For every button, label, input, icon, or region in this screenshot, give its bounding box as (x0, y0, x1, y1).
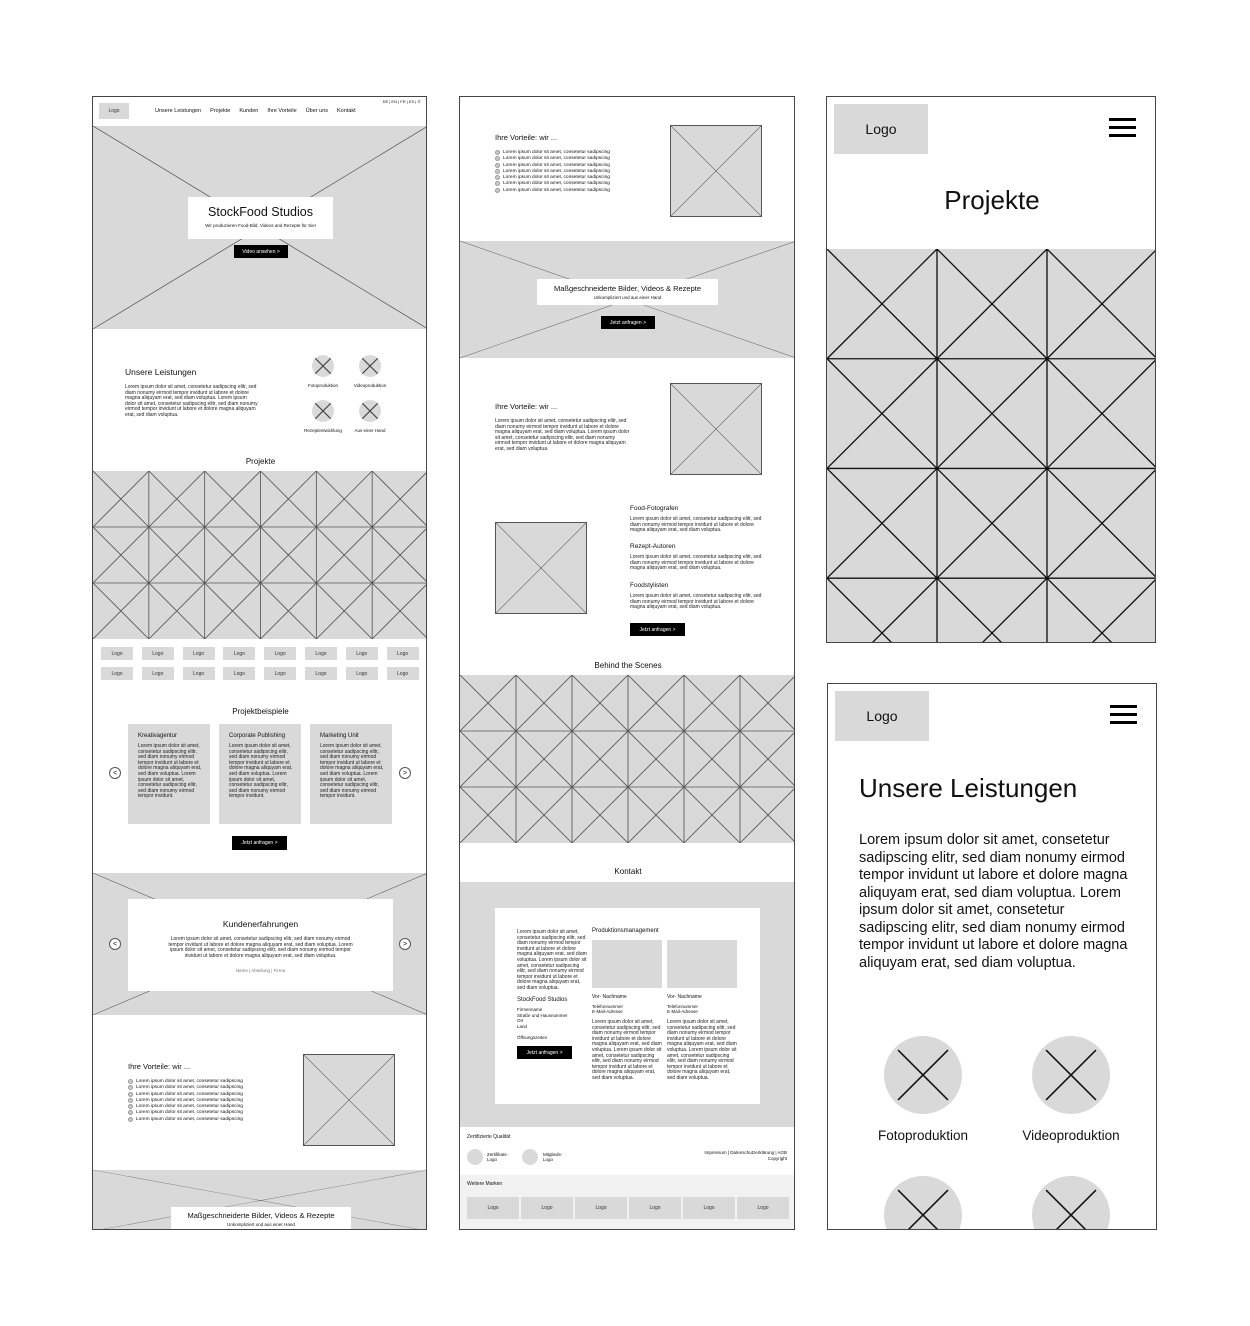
nav-item-leistungen[interactable]: Unsere Leistungen (155, 108, 202, 114)
bullet-icon (495, 156, 500, 161)
contact-company: StockFood Studios (517, 997, 568, 1003)
main-nav (155, 108, 356, 116)
person-text: Lorem ipsum dolor sit amet, consetetur sadipscing elitr, sed diam nonumy eirmod tempor invidunt ut labore et dolore magna aliquyam erat, sed diam voluptua. Lorem ipsum dolor sit amet, consetetur sadipscing elitr, sed diam nonumy eirmod tempor invidunt ut labore et dolore magna aliquyam erat, sed diam voluptua. (592, 1019, 662, 1081)
services-title: Unsere Leistungen (125, 367, 197, 377)
bullet-icon (128, 1098, 133, 1103)
mobile-service-label-foto: Fotoproduktion (877, 1128, 969, 1143)
client-logos (101, 647, 423, 680)
advantages2-title: Ihre Vorteile: wir ... (495, 402, 558, 411)
service-label-rezept: Rezeptentwicklung (304, 428, 342, 433)
brand-logo[interactable]: Logo (467, 1197, 519, 1219)
example-card[interactable] (219, 724, 301, 824)
mobile-services-text: Lorem ipsum dolor sit amet, consetetur sadipscing elitr, sed diam nonumy eirmod tempor invidunt ut labore et dolore magna aliquyam erat, sed diam voluptua. Lorem ipsum dolor sit amet, consetetur sadipscing elitr, sed diam nonumy eirmod tempor invidunt ut labore et dolore magna aliquyam erat, sed diam voluptua. (859, 832, 1128, 971)
certificate-logo (467, 1149, 483, 1165)
advantages2-text: Lorem ipsum dolor sit amet, consetetur sadipscing elitr, sed diam nonumy eirmod tempor invidunt ut labore et dolore magna aliquyam erat, sed diam voluptua. Lorem ipsum dolor sit amet, consetetur sadipscing elitr, sed diam nonumy eirmod tempor invidunt ut labore et dolore magna aliquyam erat, sed diam voluptua. (495, 418, 630, 452)
example-card-title: Kreativagentur (138, 733, 178, 739)
services-text: Lorem ipsum dolor sit amet, consetetur sadipscing elitr, sed diam nonumy eirmod tempor invidunt ut labore et dolore magna aliquyam erat, sed diam voluptua. Lorem ipsum dolor sit amet, consetetur sadipscing elitr, sed diam nonumy eirmod tempor invidunt ut labore et dolore magna aliquyam erat, sed diam voluptua. (125, 384, 258, 418)
nav-item-kontakt[interactable]: Kontakt (337, 108, 356, 114)
bullet-icon (495, 150, 500, 155)
banner-card (537, 279, 718, 305)
footer-legal-links[interactable]: Impressum | Datenschutzerklärung | AGB (704, 1150, 787, 1155)
service-label-video: Videoproduktion (353, 383, 387, 388)
testimonial-author: Name | Abteilung | Firma (235, 968, 286, 973)
mobile-service-icon-hand[interactable] (1032, 1176, 1110, 1230)
client-logo: Logo (264, 667, 296, 680)
client-logo: Logo (223, 647, 255, 660)
banner-title: Maßgeschneiderte Bilder, Videos & Rezepte (553, 284, 702, 293)
team-text-autoren: Lorem ipsum dolor sit amet, consetetur sadipscing elitr, sed diam nonumy eirmod tempor invidunt ut labore et dolore magna aliquyam erat, sed diam voluptua. (630, 554, 762, 572)
mobile-service-icon-video[interactable] (1032, 1036, 1110, 1114)
service-icon-hand[interactable] (359, 400, 381, 422)
person-email: E-Mail-Adresse (592, 1009, 623, 1014)
contact-title: Kontakt (614, 867, 642, 876)
client-logo: Logo (101, 667, 133, 680)
testimonial-card (128, 899, 393, 991)
nav-item-projekte[interactable]: Projekte (210, 108, 231, 114)
bullet-icon (128, 1110, 133, 1115)
contact-request-button[interactable]: Jetzt anfragen > (517, 1046, 572, 1059)
brands-title: Weitere Marken (467, 1181, 503, 1187)
mobile-service-label-video: Videoproduktion (1022, 1128, 1120, 1143)
advantages2-image-placeholder (670, 383, 762, 475)
nav-item-vorteile[interactable]: Ihre Vorteile (267, 108, 297, 114)
member-logo-label: Mitglieds-Logo (543, 1152, 563, 1162)
person-text: Lorem ipsum dolor sit amet, consetetur sadipscing elitr, sed diam nonumy eirmod tempor invidunt ut labore et dolore magna aliquyam erat, sed diam voluptua. Lorem ipsum dolor sit amet, consetetur sadipscing elitr, sed diam nonumy eirmod tempor invidunt ut labore et dolore magna aliquyam erat, sed diam voluptua. (667, 1019, 737, 1081)
service-icon-foto[interactable] (312, 355, 334, 377)
projects-grid[interactable] (93, 471, 427, 639)
mobile-projects-grid[interactable] (827, 249, 1156, 643)
person-phone: Telefonnummer (592, 1004, 624, 1009)
address-line: Land (517, 1023, 528, 1029)
advantages-title-2: Ihre Vorteile: wir ... (495, 133, 558, 142)
bullet-icon (128, 1079, 133, 1084)
example-card[interactable] (128, 724, 210, 824)
team-title-fotografen: Food-Fotografen (630, 505, 679, 512)
bullet-icon (495, 181, 500, 186)
brand-logos (467, 1197, 789, 1219)
address-line: Firmenname (517, 1007, 543, 1012)
client-logo: Logo (387, 667, 419, 680)
mobile-service-icon-foto[interactable] (884, 1036, 962, 1114)
client-logo: Logo (387, 647, 419, 660)
example-card-title: Corporate Publishing (229, 733, 286, 739)
advantages-image-placeholder (303, 1054, 395, 1146)
contact-address (517, 1007, 568, 1029)
bottom-banner-title: Maßgeschneiderte Bilder, Videos & Rezepte (187, 1211, 335, 1220)
person-photo-placeholder (667, 940, 737, 988)
example-card-text: Lorem ipsum dolor sit amet, consetetur sadipscing elitr, sed diam nonumy eirmod tempor invidunt ut labore et dolore magna aliquyam erat, sed diam voluptua. Lorem ipsum dolor sit amet, consetetur sadipscing elitr, sed diam nonumy eirmod tempor invidunt. (229, 743, 293, 800)
bullet-icon (495, 175, 500, 180)
service-icon-video[interactable] (359, 355, 381, 377)
hero-subtitle: Wir produzieren Food-Bild, Videos and Rezepte für Sie! (205, 223, 316, 228)
hamburger-menu-icon[interactable] (1110, 705, 1137, 729)
address-line: Ort (517, 1018, 524, 1023)
team-image-placeholder (495, 522, 587, 614)
team-title-autoren: Rezept-Autoren (630, 543, 676, 550)
team-title-stylisten: Foodstylisten (630, 582, 669, 589)
person-photo-placeholder (592, 940, 662, 988)
brand-logo[interactable]: Logo (629, 1197, 681, 1219)
person-name: Vor- Nachname (667, 994, 702, 1000)
client-logo: Logo (346, 667, 378, 680)
mobile-projects-title: Projekte (944, 185, 1040, 215)
behind-scenes-title: Behind the Scenes (594, 661, 662, 670)
contact-intro: Lorem ipsum dolor sit amet, consetetur sadipscing elitr, sed diam nonumy eirmod tempor invidunt ut labore et dolore magna aliquyam erat, sed diam voluptua. Lorem ipsum dolor sit amet, consetetur sadipscing elitr, sed diam nonumy eirmod tempor invidunt ut labore et dolore magna aliquyam erat, sed diam voluptua. (517, 929, 587, 991)
bullet-icon (128, 1117, 133, 1122)
wireframe-mobile-projekte (826, 96, 1156, 643)
mobile-logo[interactable]: Logo (835, 691, 929, 741)
header-logo[interactable]: Logo (99, 103, 129, 119)
testimonial-text: Lorem ipsum dolor sit amet, consetetur sadipscing elitr, sed diam nonumy eirmod tempor invidunt ut labore et dolore magna aliquyam erat, sed diam voluptua. Lorem ipsum dolor sit amet, consetetur sadipscing elitr, sed diam nonumy eirmod tempor invidunt ut labore et dolore magna aliquyam erat, sed diam voluptua. (168, 936, 353, 959)
contact-card (495, 908, 760, 1104)
wireframe-desktop-continued: Ihre Vorteile: wir ... Lorem ipsum dolor sit amet, consetetur sadipscing Lorem ipsum dolor sit amet, consetetur sadipscing Lorem ipsum dolor sit amet, consetetur sadipscing Lorem ipsum dolor sit amet, consetetur sadipscing Lorem ipsum dolor sit amet, consetetur sadipscing Lorem ipsum dolor sit amet, consetetur sadipscing Lorem ipsum dolor sit amet, consetetur sadipscing Maßgeschneiderte Bilder, Videos & Rezepte Unkompliziert und aus einer Hand Jetzt anfragen > Ihre Vorteile: wir ... Lorem ipsum dolor sit amet, consetetur sadipscing elitr, sed diam nonumy eirmod tempor invidunt ut labore et dolore magna aliquyam erat, sed diam voluptua. Lorem ipsum dolor sit amet, consetetur sadipscing elitr, sed diam nonumy eirmod tempor invidunt ut labore et dolore magna aliquyam erat, sed diam voluptua. Food-Fotografen Lorem ipsum dolor sit amet, consetetur sadipscing elitr, sed diam nonumy eirmod tempor invidunt ut labore et dolore magna aliquyam erat, sed diam voluptua. Rezept-Autoren Lorem ipsum dolor sit amet, consetetur sadipscing elitr, sed diam nonumy eirmod tempor invidunt ut labore et dolore magna aliquyam erat, sed diam voluptua. Foodstylisten Lorem ipsum dolor sit amet, consetetur sadipscing elitr, sed diam nonumy eirmod tempor invidunt ut labore et dolore magna aliquyam erat, sed diam voluptua. Jetzt anfragen > Behind the Scenes Kontakt Lorem ipsum dolor sit amet, consetetur sadipscing elitr, sed diam nonumy eirmod tempor invidunt ut labore et dolore magna aliquyam erat, sed diam voluptua. Lorem ipsum dolor sit amet, consetetur sadipscing elitr, sed diam nonumy eirmod tempor invidunt ut labore et dolore magna aliquyam erat, sed diam voluptua. StockFood Studios Firmenname Straße und Hausnummer Ort Land Öffnungszeiten Jetzt anfragen > Produktionsmanagement Vor- Nachname Telefonnummer E-Mail-Adresse Lorem ipsum dolor sit amet, consetetur sadipscing elitr, sed diam nonumy eirmod tempor invidunt ut labore et dolore magna aliquyam erat, sed diam voluptua. Lorem ipsum dolor sit amet, consetetur sadipscing elitr, sed diam nonumy eirmod tempor invidunt ut labore et dolore magna aliquyam erat, sed diam voluptua. Vor- Nachname Telefonnummer E-Mail-Adresse Lorem ipsum dolor sit amet, consetetur sadipscing elitr, sed diam nonumy eirmod tempor invidunt ut labore et dolore magna aliquyam erat, sed diam voluptua. Lorem ipsum dolor sit amet, consetetur sadipscing elitr, sed diam nonumy eirmod tempor invidunt ut labore et dolore magna aliquyam erat, sed diam voluptua. Zertifizierte Qualität Zertifikats-Logo Mitglieds-Logo Impressum | Datenschutzerklärung | AGB Copyright Weitere Marken Logo Logo Logo Logo Logo Logo (459, 96, 795, 1230)
testimonial-prev-button[interactable]: < (109, 938, 121, 950)
wireframe-mobile-leistungen (827, 683, 1157, 1230)
client-logo: Logo (183, 647, 215, 660)
team-text-stylisten: Lorem ipsum dolor sit amet, consetetur sadipscing elitr, sed diam nonumy eirmod tempor invidunt ut labore et dolore magna aliquyam erat, sed diam voluptua. (630, 593, 762, 611)
wireframe-desktop-home: Logo Unsere Leistungen Projekte Kunden Ihre Vorteile Über uns Kontakt DE | EN | FR | ES | IT StockFood Studios Wir produzieren Food-Bild, Videos and Rezepte für Sie! Video ansehen > Unsere Leistungen Lorem ipsum dolor sit amet, consetetur sadipscing elitr, sed diam nonumy eirmod tempor invidunt ut labore et dolore magna aliquyam erat, sed diam voluptua. Lorem ipsum dolor sit amet, consetetur sadipscing elitr, sed diam nonumy eirmod tempor invidunt ut labore et dolore magna aliquyam erat, sed diam voluptua. Fotoproduktion Videoproduktion Rezeptentwicklung Aus einer Hand Projekte Logo Logo Logo Logo Logo Logo Logo Logo Logo Logo Logo Logo Logo Logo Logo Logo Projektbeispiele < > Kreativagentur Lorem ipsum dolor sit amet, consetetur sadipscing elitr, sed diam nonumy eirmod tempor invidunt ut labore et dolore magna aliquyam erat, sed diam voluptua. Lorem ipsum dolor sit amet, consetetur sadipscing elitr, sed diam nonumy eirmod tempor invidunt. Corporate Publishing Lorem ipsum dolor sit amet, consetetur sadipscing elitr, sed diam nonumy eirmod tempor invidunt ut labore et dolore magna aliquyam erat, sed diam voluptua. Lorem ipsum dolor sit amet, consetetur sadipscing elitr, sed diam nonumy eirmod tempor invidunt. Marketing Unit Lorem ipsum dolor sit amet, consetetur sadipscing elitr, sed diam nonumy eirmod tempor invidunt ut labore et dolore magna aliquyam erat, sed diam voluptua. Lorem ipsum dolor sit amet, consetetur sadipscing elitr, sed diam nonumy eirmod tempor invidunt. Jetzt anfragen > Kundenerfahrungen Lorem ipsum dolor sit amet, consetetur sadipscing elitr, sed diam nonumy eirmod tempor invidunt ut labore et dolore magna aliquyam erat, sed diam voluptua. Lorem ipsum dolor sit amet, consetetur sadipscing elitr, sed diam nonumy eirmod tempor invidunt ut labore et dolore magna aliquyam erat, sed diam voluptua. Name | Abteilung | Firma < > Ihre Vorteile: wir ... Lorem ipsum dolor sit amet, consetetur sadipscing Lorem ipsum dolor sit amet, consetetur sadipscing Lorem ipsum dolor sit amet, consetetur sadipscing Lorem ipsum dolor sit amet, consetetur sadipscing Lorem ipsum dolor sit amet, consetetur sadipscing Lorem ipsum dolor sit amet, consetetur sadipscing Lorem ipsum dolor sit amet, consetetur sadipscing Maßgeschneiderte Bilder, Videos & Rezepte Unkompliziert und aus einer Hand (92, 96, 427, 1230)
nav-item-kunden[interactable]: Kunden (239, 108, 259, 114)
person-name: Vor- Nachname (592, 994, 627, 1000)
bullet-icon (495, 169, 500, 174)
client-logo: Logo (101, 647, 133, 660)
client-logo: Logo (183, 667, 215, 680)
brand-logo[interactable]: Logo (521, 1197, 573, 1219)
service-label-hand: Aus einer Hand (354, 428, 386, 433)
hamburger-menu-icon[interactable] (1109, 118, 1136, 142)
client-logo: Logo (305, 647, 337, 660)
footer-copyright: Copyright (767, 1156, 787, 1161)
bottom-banner-card (171, 1207, 351, 1230)
example-card-text: Lorem ipsum dolor sit amet, consetetur sadipscing elitr, sed diam nonumy eirmod tempor invidunt ut labore et dolore magna aliquyam erat, sed diam voluptua. Lorem ipsum dolor sit amet, consetetur sadipscing elitr, sed diam nonumy eirmod tempor invidunt. (138, 743, 202, 800)
bottom-banner-subtitle: Unkompliziert und aus einer Hand (227, 1222, 295, 1227)
examples-request-button[interactable]: Jetzt anfragen > (232, 836, 287, 850)
bullet-icon (128, 1085, 133, 1090)
banner-request-button[interactable]: Jetzt anfragen > (601, 316, 655, 329)
team-request-button[interactable]: Jetzt anfragen > (630, 623, 685, 636)
advantages-title: Ihre Vorteile: wir ... (128, 1062, 191, 1071)
client-logo: Logo (346, 647, 378, 660)
person-phone: Telefonnummer (667, 1004, 699, 1009)
bullet-icon (128, 1092, 133, 1097)
examples-next-button[interactable]: > (399, 767, 411, 779)
brand-logo[interactable]: Logo (737, 1197, 789, 1219)
pm-title: Produktionsmanagement (592, 928, 659, 934)
client-logo: Logo (142, 667, 174, 680)
client-logo: Logo (264, 647, 296, 660)
person-email: E-Mail-Adresse (667, 1009, 698, 1014)
hero-title-card (188, 197, 333, 239)
hero-title: StockFood Studios (208, 205, 313, 219)
example-card-title: Marketing Unit (320, 733, 359, 739)
mobile-service-icon-rezept[interactable] (884, 1176, 962, 1230)
service-label-foto: Fotoproduktion (307, 383, 339, 388)
examples-prev-button[interactable]: < (109, 767, 121, 779)
example-card[interactable] (310, 724, 392, 824)
member-logo (522, 1149, 538, 1165)
advantages-image-placeholder-2 (670, 125, 762, 217)
testimonial-title: Kundenerfahrungen (222, 919, 299, 929)
testimonial-next-button[interactable]: > (399, 938, 411, 950)
behind-scenes-grid[interactable] (460, 675, 795, 843)
contact-hours: Öffnungszeiten (517, 1035, 548, 1040)
bullet-icon (495, 188, 500, 193)
banner-subtitle: Unkompliziert und aus einer Hand (593, 295, 662, 300)
nav-item-ueber-uns[interactable]: Über uns (305, 108, 329, 114)
team-text-fotografen: Lorem ipsum dolor sit amet, consetetur sadipscing elitr, sed diam nonumy eirmod tempor invidunt ut labore et dolore magna aliquyam erat, sed diam voluptua. (630, 516, 762, 534)
client-logo: Logo (305, 667, 337, 680)
hero-video-button[interactable]: Video ansehen > (234, 245, 288, 258)
projects-title: Projekte (245, 457, 276, 466)
brand-logo[interactable]: Logo (575, 1197, 627, 1219)
brand-logo[interactable]: Logo (683, 1197, 735, 1219)
language-switch[interactable]: DE | EN | FR | ES | IT (382, 99, 421, 104)
mobile-logo[interactable]: Logo (834, 104, 928, 154)
certificate-logo-label: Zertifikats-Logo (487, 1152, 509, 1162)
examples-title: Projektbeispiele (232, 707, 289, 716)
mobile-services-title: Unsere Leistungen (859, 773, 1078, 803)
client-logo: Logo (223, 667, 255, 680)
client-logo: Logo (142, 647, 174, 660)
bullet-icon (128, 1104, 133, 1109)
bullet-icon (495, 163, 500, 168)
example-card-text: Lorem ipsum dolor sit amet, consetetur sadipscing elitr, sed diam nonumy eirmod tempor invidunt ut labore et dolore magna aliquyam erat, sed diam voluptua. Lorem ipsum dolor sit amet, consetetur sadipscing elitr, sed diam nonumy eirmod tempor invidunt. (320, 743, 384, 800)
address-line: Straße und Hausnummer (517, 1012, 568, 1018)
footer-quality-title: Zertifizierte Qualität (467, 1134, 511, 1140)
service-icon-rezept[interactable] (312, 400, 334, 422)
